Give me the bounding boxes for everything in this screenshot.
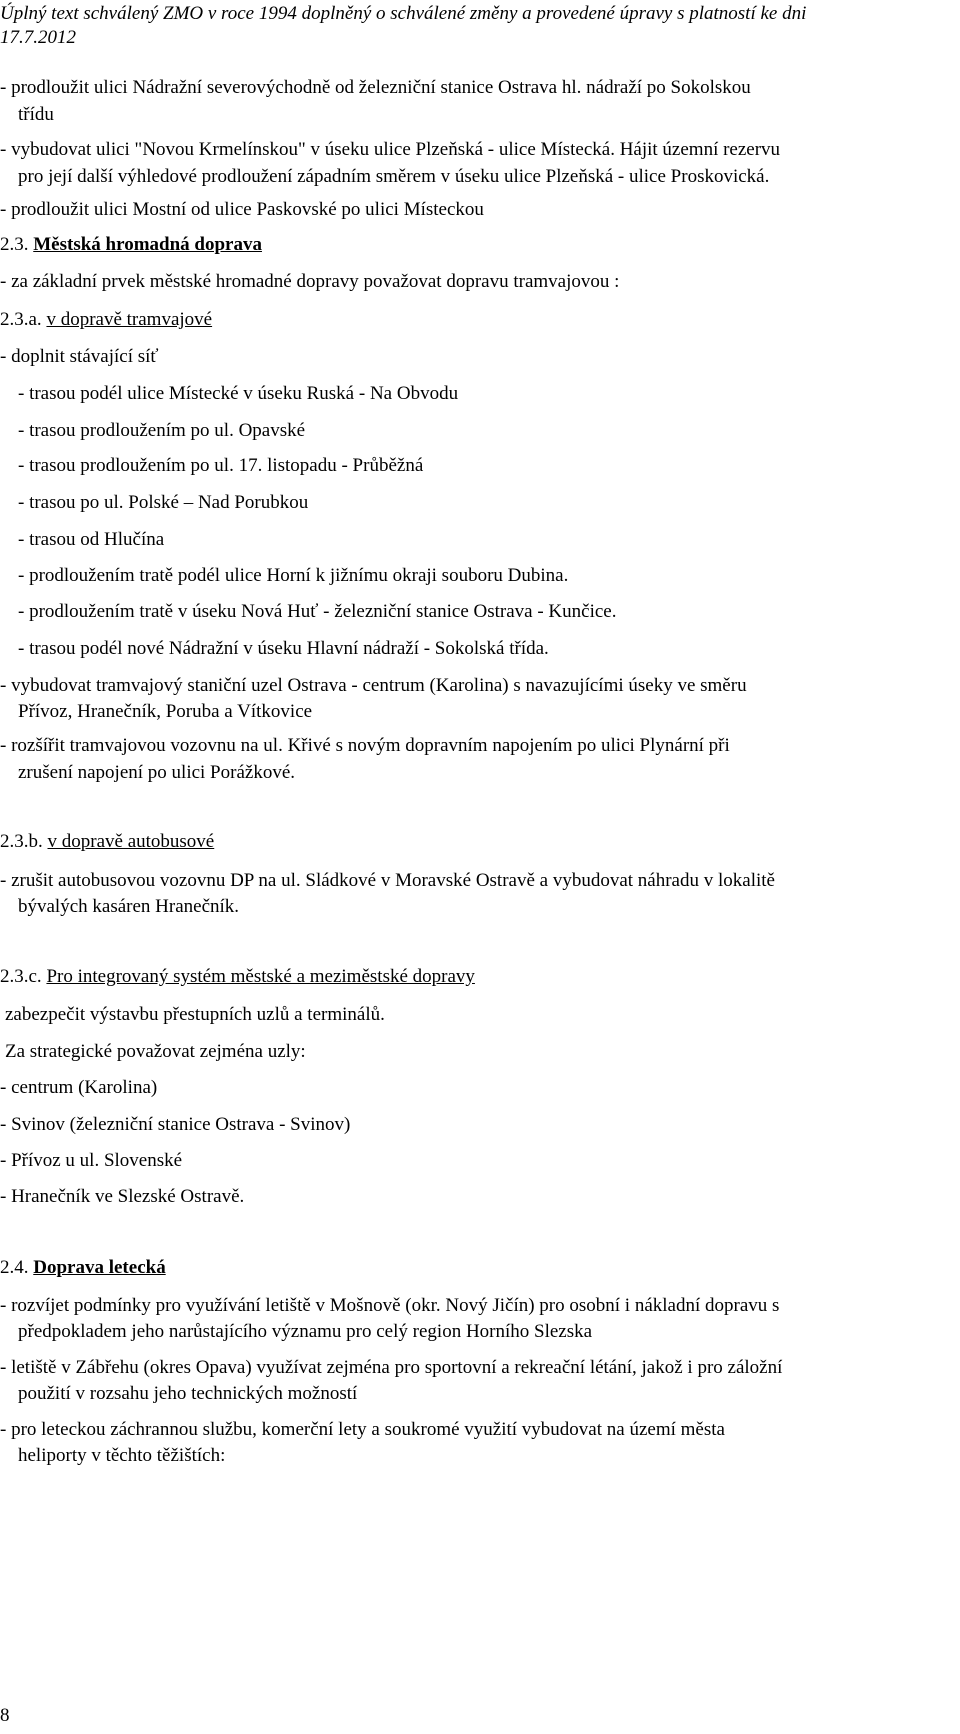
section-number: 2.3. [0, 234, 29, 255]
list-item: - trasou podél ulice Místecké v úseku Ruská - Na Obvodu [18, 383, 459, 404]
section-title: v dopravě autobusové [47, 831, 215, 852]
text-line: použití v rozsahu jeho technických možností [18, 1383, 358, 1404]
text-line: - letiště v Zábřehu (okres Opava) využívat zejména pro sportovní a rekreační létání, jakož i pro záložní [0, 1357, 783, 1378]
text-line: - prodloužit ulici Mostní od ulice Paskovské po ulici Místeckou [0, 199, 484, 220]
text-line: heliporty v těchto těžištích: [18, 1445, 226, 1466]
text-line: - rozvíjet podmínky pro využívání letiště v Mošnově (okr. Nový Jičín) pro osobní i nákladní dopravu s [0, 1295, 780, 1316]
text-line: - prodloužit ulici Nádražní severovýchodně od železniční stanice Ostrava hl. nádraží po Sokolskou [0, 77, 751, 98]
text-line: pro její další výhledové prodloužení západním směrem v úseku ulice Plzeňská - ulice Proskovická. [18, 166, 770, 187]
list-item: - centrum (Karolina) [0, 1077, 158, 1098]
text-line: zabezpečit výstavbu přestupních uzlů a terminálů. [5, 1004, 385, 1025]
list-item: - prodloužením tratě podél ulice Horní k jižnímu okraji souboru Dubina. [18, 565, 569, 586]
list-item: - trasou podél nové Nádražní v úseku Hlavní nádraží - Sokolská třída. [18, 638, 549, 659]
section-number: 2.4. [0, 1257, 29, 1278]
section-heading-2-3 [0, 233, 262, 257]
section-number: 2.3.c. [0, 966, 42, 987]
section-number: 2.3.b. [0, 831, 43, 852]
document-header [0, 2, 960, 50]
text-line: Přívoz, Hranečník, Poruba a Vítkovice [18, 701, 313, 722]
section-title: Doprava letecká [33, 1257, 166, 1278]
page-number: 8 [0, 1705, 10, 1726]
text-line: třídu [18, 104, 54, 125]
header-date: 17.7.2012 [0, 27, 76, 48]
text-line: - rozšířit tramvajovou vozovnu na ul. Křivé s novým dopravním napojením po ulici Plynární při [0, 735, 730, 756]
list-item: - trasou prodloužením po ul. Opavské [18, 420, 306, 441]
section-title: Pro integrovaný systém městské a meziměstské dopravy [46, 966, 475, 987]
list-item: - trasou po ul. Polské – Nad Porubkou [18, 492, 309, 513]
section-heading-2-3-b [0, 830, 214, 854]
text-line: předpokladem jeho narůstajícího významu pro celý region Horního Slezska [18, 1321, 593, 1342]
text-line: zrušení napojení po ulici Porážkové. [18, 762, 296, 783]
list-item: - Přívoz u ul. Slovenské [0, 1150, 183, 1171]
section-heading-2-4 [0, 1256, 166, 1280]
section-title: v dopravě tramvajové [46, 309, 213, 330]
list-item: - trasou od Hlučína [18, 529, 165, 550]
list-item: - trasou prodloužením po ul. 17. listopadu - Průběžná [18, 455, 424, 476]
text-line: - za základní prvek městské hromadné dopravy považovat dopravu tramvajovou : [0, 271, 620, 292]
section-heading-2-3-a [0, 308, 212, 332]
text-line: - vybudovat tramvajový staniční uzel Ostrava - centrum (Karolina) s navazujícími úseky ve směru [0, 675, 747, 696]
header-title: Úplný text schválený ZMO v roce 1994 doplněný o schválené změny a provedené úpravy s platností ke dni [0, 3, 807, 24]
text-line: - zrušit autobusovou vozovnu DP na ul. Sládkové v Moravské Ostravě a vybudovat náhradu v lokalitě [0, 870, 775, 891]
section-number: 2.3.a. [0, 309, 42, 330]
text-line: bývalých kasáren Hranečník. [18, 896, 240, 917]
list-item: - Svinov (železniční stanice Ostrava - Svinov) [0, 1114, 351, 1135]
text-line: - vybudovat ulici "Novou Krmelínskou" v úseku ulice Plzeňská - ulice Místecká. Hájit územní rezervu [0, 139, 781, 160]
list-item: - Hranečník ve Slezské Ostravě. [0, 1186, 245, 1207]
list-item: - prodloužením tratě v úseku Nová Huť - železniční stanice Ostrava - Kunčice. [18, 601, 617, 622]
text-line: - pro leteckou záchrannou službu, komerční lety a soukromé využití vybudovat na území města [0, 1419, 725, 1440]
text-line: Za strategické považovat zejména uzly: [5, 1041, 306, 1062]
text-line: - doplnit stávající síť [0, 346, 159, 367]
section-heading-2-3-c [0, 965, 475, 989]
section-title: Městská hromadná doprava [33, 234, 262, 255]
